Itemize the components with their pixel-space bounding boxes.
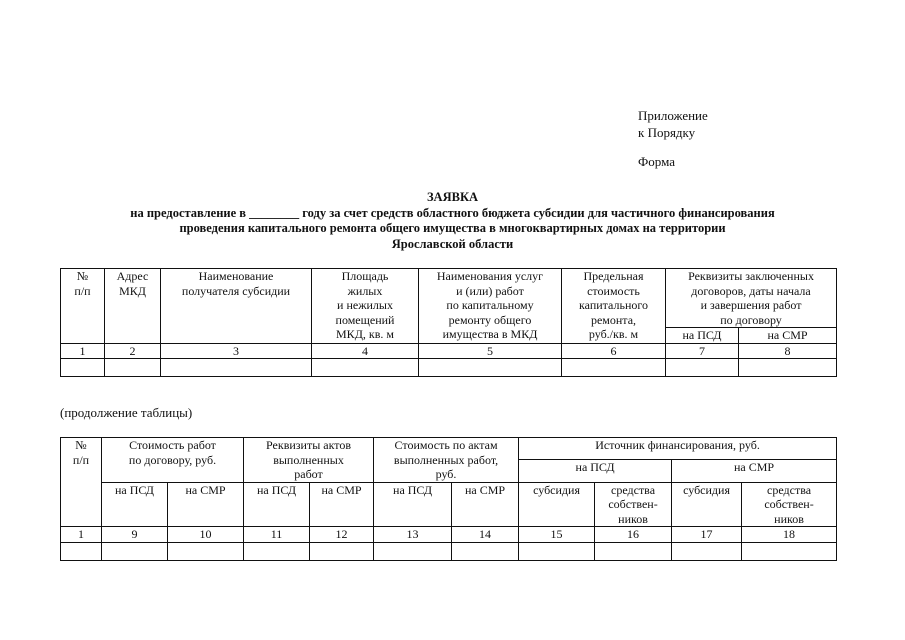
header-text: жилых [347,283,383,298]
header-text: МКД [119,283,146,298]
header-text: ников [774,511,804,526]
column-number: 9 [102,527,168,543]
header-text: Стоимость работ [129,438,216,452]
header-text: по договору, руб. [128,452,217,467]
header-text: Площадь [341,269,389,283]
column-number: 8 [739,343,837,359]
header-cell: субсидия [672,482,742,527]
data-cell[interactable] [374,542,452,560]
header-text: Стоимость по актам [394,438,498,452]
header-text: Предельная [583,269,644,283]
header-cell [742,482,837,527]
header-text: стоимость [587,283,640,298]
application-table [60,268,837,377]
data-cell[interactable] [244,542,310,560]
header-text: имущества в МКД [442,327,538,341]
header-text: Реквизиты актов [266,438,352,452]
header-cell: на ПСД [519,460,672,482]
table-header-row [61,438,837,460]
data-cell[interactable] [666,359,739,377]
column-number: 10 [168,527,244,543]
header-cell: на ПСД [374,482,452,527]
column-number: 11 [244,527,310,543]
column-number: 12 [310,527,374,543]
data-cell[interactable] [61,542,102,560]
data-cell[interactable] [105,359,161,377]
header-text: ремонта, [590,312,637,327]
column-number: 13 [374,527,452,543]
data-cell[interactable] [61,359,105,377]
header-text: договоров, даты начала [691,283,811,298]
header-text: Наименования услуг [436,269,544,283]
data-cell[interactable] [102,542,168,560]
header-text: п/п [72,452,90,467]
data-cell[interactable] [742,542,837,560]
data-cell[interactable] [739,359,837,377]
header-cell: на СМР [310,482,374,527]
title-line: ЗАЯВКА [426,190,479,204]
data-cell[interactable] [419,359,562,377]
header-cell: Источник финансирования, руб. [519,438,837,460]
appendix-note [638,107,708,141]
header-cell: на ПСД [102,482,168,527]
header-text: Реквизиты заключенных [688,269,814,283]
header-text: собствен- [608,497,658,511]
column-number: 5 [419,343,562,359]
header-text: Наименование [198,269,274,283]
header-text: и нежилых [337,298,393,312]
data-cell[interactable] [168,542,244,560]
header-text: по капитальному [446,298,534,312]
data-cell[interactable] [452,542,519,560]
header-text: и завершения работ [700,298,802,312]
header-text: ремонту общего [448,312,532,327]
header-text: средства [611,482,656,497]
header-cell: на ПСД [666,328,739,344]
table-header-row [61,482,837,527]
header-text: помещений [335,312,395,327]
empty-data-row [61,542,837,560]
data-cell[interactable] [672,542,742,560]
header-text: капитального [579,298,648,312]
header-cell [562,269,666,344]
column-number: 15 [519,527,595,543]
column-number: 18 [742,527,837,543]
appendix-line: Приложение [638,108,708,123]
header-text: получателя субсидии [181,283,291,298]
header-cell [161,269,312,344]
column-number: 7 [666,343,739,359]
data-cell[interactable] [310,542,374,560]
continuation-label: (продолжение таблицы) [60,405,193,420]
header-cell [374,438,519,483]
column-number: 1 [61,527,102,543]
column-number: 14 [452,527,519,543]
title-line: на предоставление в ________ году за счет средств областного бюджета субсидии для частичного финансирования [130,205,775,220]
header-text: выполненных [273,452,344,467]
form-label: Форма [638,154,675,169]
header-text: руб. [435,467,457,481]
data-cell[interactable] [312,359,419,377]
header-cell: на СМР [672,460,837,482]
header-text: собствен- [764,497,814,511]
header-text: № [76,269,89,283]
data-cell[interactable] [562,359,666,377]
application-table-continued [60,437,837,561]
header-cell [61,269,105,344]
header-cell [102,438,244,483]
header-text: руб./кв. м [588,327,639,341]
header-cell [666,269,837,328]
empty-data-row [61,359,837,377]
header-cell [244,438,374,483]
table-header-row [61,269,837,328]
header-cell: субсидия [519,482,595,527]
header-cell [312,269,419,344]
header-cell [595,482,672,527]
header-cell: на СМР [452,482,519,527]
header-cell [419,269,562,344]
header-cell [105,269,161,344]
header-text: п/п [74,283,91,298]
header-text: Адрес [116,269,149,283]
appendix-line: к Порядку [638,125,696,140]
column-number-row [61,343,837,359]
title-line: проведения капитального ремонта общего имущества в многоквартирных домах на территории [179,221,726,235]
column-number: 3 [161,343,312,359]
data-cell[interactable] [519,542,595,560]
header-cell: на СМР [739,328,837,344]
column-number: 17 [672,527,742,543]
column-number: 6 [562,343,666,359]
header-text: и (или) работ [456,283,524,298]
header-cell [61,438,102,527]
header-cell: на ПСД [244,482,310,527]
title-line: Ярославской области [391,236,514,251]
header-text: работ [294,467,323,481]
header-text: по договору [720,312,782,327]
column-number: 2 [105,343,161,359]
header-text: ников [618,511,648,526]
header-text: средства [767,482,812,497]
header-text: МКД, кв. м [336,327,394,341]
header-cell: на СМР [168,482,244,527]
column-number: 1 [61,343,105,359]
document-title [40,190,865,252]
header-text: № [75,438,87,452]
data-cell[interactable] [595,542,672,560]
column-number: 16 [595,527,672,543]
data-cell[interactable] [161,359,312,377]
column-number-row [61,527,837,543]
header-text: выполненных работ, [393,452,499,467]
column-number: 4 [312,343,419,359]
